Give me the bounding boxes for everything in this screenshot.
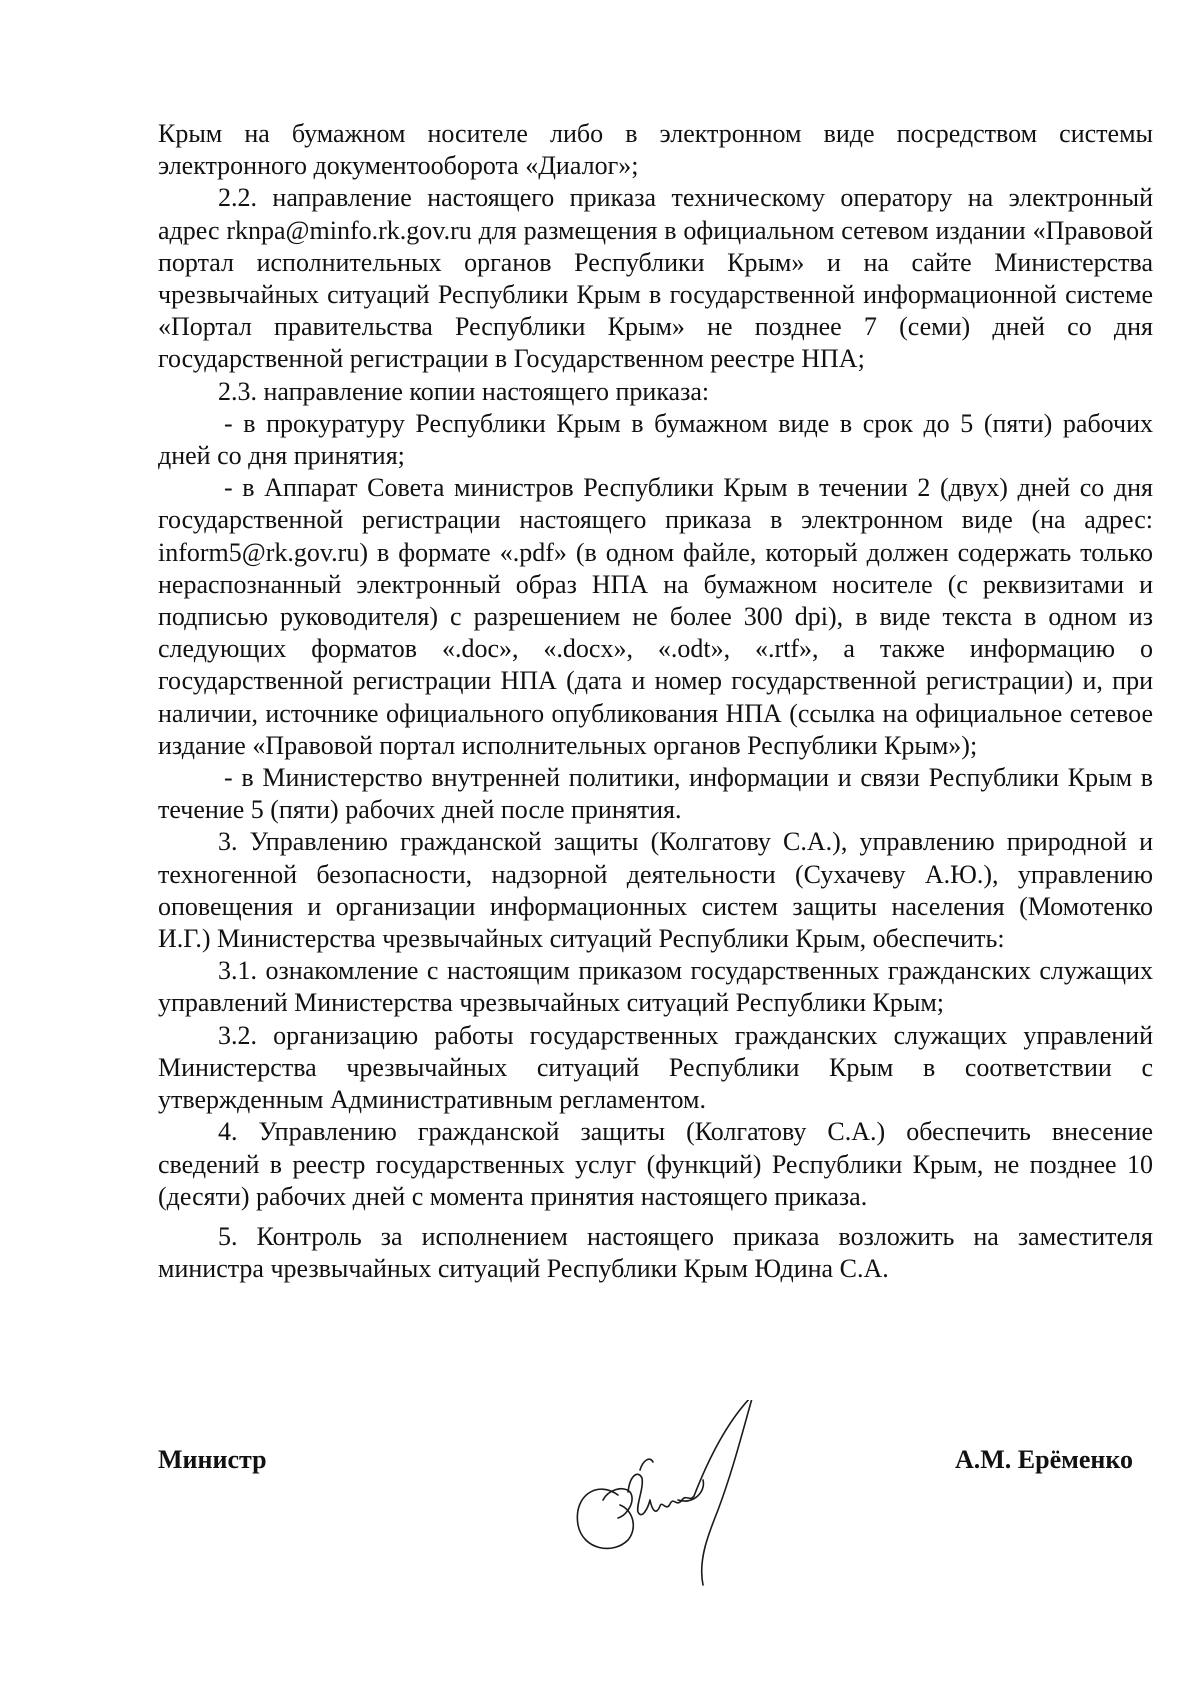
paragraph-prosecutor: - в прокуратуру Республики Крым в бумажном виде в срок до 5 (пяти) рабочих дней со дня принятия; bbox=[158, 408, 1153, 471]
signatory-title: Министр bbox=[158, 1445, 267, 1474]
paragraph-5: 5. Контроль за исполнением настоящего приказа возложить на заместителя министра чрезвычайных ситуаций Республики Крым Юдина С.А. bbox=[158, 1221, 1153, 1284]
paragraph-internal-policy-ministry: - в Министерство внутренней политики, информации и связи Республики Крым в течение 5 (пяти) рабочих дней после принятия. bbox=[158, 763, 1153, 825]
document-body bbox=[158, 118, 1153, 1285]
paragraph-2-3: 2.3. направление копии настоящего приказа: bbox=[218, 376, 710, 406]
paragraph-3-1: 3.1. ознакомление с настоящим приказом государственных гражданских служащих управлений Министерства чрезвычайных ситуаций Республики Крым; bbox=[158, 956, 1153, 1018]
paragraph-3-2: 3.2. организацию работы государственных гражданских служащих управлений Министерства чрезвычайных ситуаций Республики Крым в соответствии с утвержденным Административным регламентом. bbox=[158, 1020, 1153, 1115]
paragraph-2-2: 2.2. направление настоящего приказа техническому оператору на электронный адрес rknpa@minfo.rk.gov.ru для размещения в официальном сетевом издании «Правовой портал исполнительных органов Республики Крым» и на сайте Министерства чрезвычайных ситуаций Республики Крым в государственной информационной системе «Портал правительства Республики Крым» не позднее 7 (семи) дней со дня государственной регистрации в Государственном реестре НПА; bbox=[158, 183, 1153, 374]
handwritten-signature bbox=[558, 1400, 758, 1600]
signature-block bbox=[158, 1445, 1153, 1645]
signatory-name: А.М. Ерёменко bbox=[954, 1445, 1133, 1474]
paragraph-4: 4. Управлению гражданской защиты (Колгатову С.А.) обеспечить внесение сведений в реестр государственных услуг (функций) Республики Крым, не позднее 10 (десяти) рабочих дней с момента принятия настоящего приказа. bbox=[158, 1117, 1153, 1211]
paragraph-continuation: Крым на бумажном носителе либо в электронном виде посредством системы электронного документооборота «Диалог»; bbox=[158, 119, 1153, 181]
paragraph-3: 3. Управлению гражданской защиты (Колгатову С.А.), управлению природной и техногенной безопасности, надзорной деятельности (Сухачеву А.Ю.), управлению оповещения и организации информационных систем защиты населения (Момотенко И.Г.) Министерства чрезвычайных ситуаций Республики Крым, обеспечить: bbox=[158, 827, 1153, 954]
paragraph-council-apparatus: - в Аппарат Совета министров Республики Крым в течении 2 (двух) дней со дня государственной регистрации настоящего приказа в электронном виде (на адрес: inform5@rk.gov.ru) в формате «.pdf» (в одном файле, который должен содержать только нераспознанный электронный образ НПА на бумажном носителе (с реквизитами и подписью руководителя) с разрешением не более 300 dpi), в виде текста в одном из следующих форматов «.doc», «.docx», «.odt», «.rtf», а также информацию о государственной регистрации НПА (дата и номер государственной регистрации) и, при наличии, источнике официального опубликования НПА (ссылка на официальное сетевое издание «Правовой портал исполнительных органов Республики Крым»); bbox=[158, 473, 1153, 760]
